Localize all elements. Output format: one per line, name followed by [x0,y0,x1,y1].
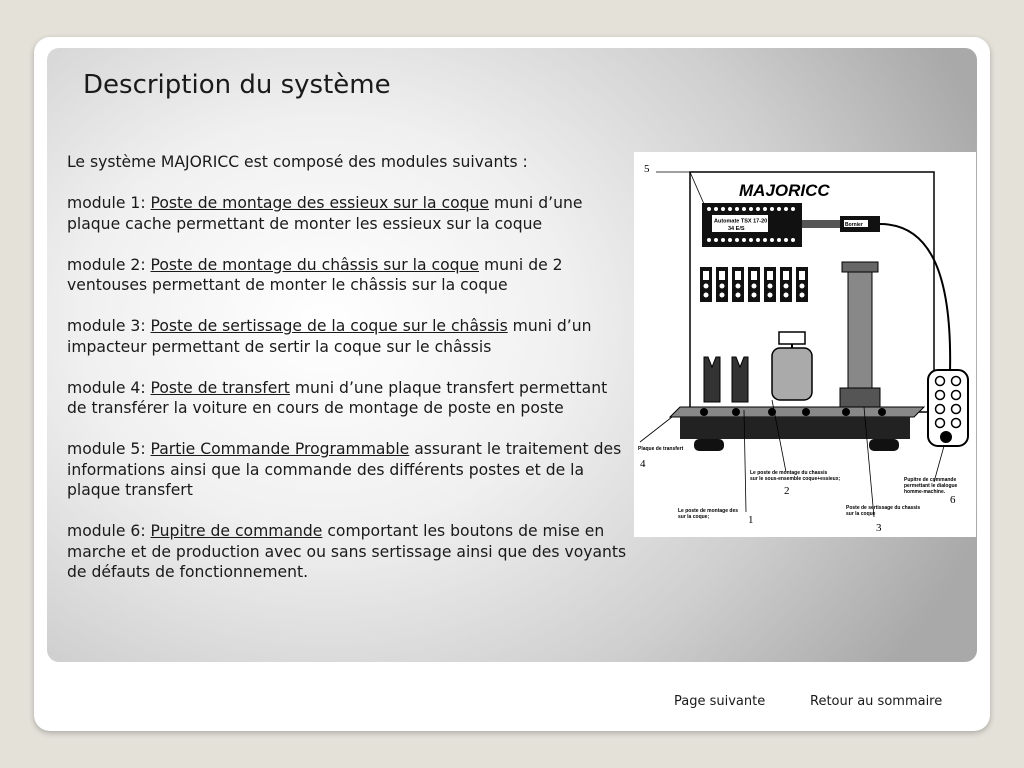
module-5-item: module 5: Partie Commande Programmable assurant le traitement des informations ainsi que la commande des différents postes et de la plaque transfert [67,440,622,499]
terminal-label: Bornier [845,222,863,228]
module-4-link[interactable]: Poste de transfert [150,378,290,397]
callout-desk-line1: Pupitre de commande [904,477,957,483]
base-foot-right [869,439,899,451]
callout-chassis-station-line1: Le poste de montage du chassis [750,470,828,476]
module-5-link[interactable]: Partie Commande Programmable [150,440,410,458]
crimp-column [848,272,872,390]
plc-label-line2: 34 E/S [728,226,745,232]
crimp-column-base [840,388,880,408]
callout-chassis-station-line2: sur le sous-ensemble coque+essieux; [750,476,841,482]
intro-text: Le système MAJORICC est composé des modules suivants : [67,153,528,171]
module-description-text [67,152,627,603]
callout-number-3: 3 [876,522,882,534]
callout-crimp-station-line1: Poste de sertissage du chassis [846,505,921,511]
callout-axle-station-line2: sur la coque; [678,514,710,520]
back-to-summary-link[interactable]: Retour au sommaire [810,694,943,709]
plc-cable [802,220,840,228]
transfer-rail [680,417,910,439]
callout-number-2: 2 [784,485,790,497]
callout-number-6: 6 [950,494,956,506]
next-page-link[interactable]: Page suivante [674,694,766,709]
callout-desk-line2: permettant le dialogue [904,483,958,489]
chassis-station-cap [779,332,805,344]
module-6-link[interactable]: Pupitre de commande [150,522,323,540]
majoricc-system-diagram [634,152,976,537]
callout-transfer-plate: Plaque de transfert [638,446,684,452]
brand-label: MAJORICC [739,181,830,200]
module-2-link[interactable]: Poste de montage du châssis sur la coque [150,255,480,274]
module-4-item: module 4: Poste de transfert muni d’une plaque transfert permettant de transférer la voiture en cours de montage de poste en poste [67,378,608,417]
module-1-item: module 1: Poste de montage des essieux sur la coque muni d’une plaque cache permettant de monter les essieux sur la coque [67,194,583,233]
base-foot-left [694,439,724,451]
module-3-item: module 3: Poste de sertissage de la coque sur le châssis muni d’un impacteur permettant de sertir la coque sur le châssis [67,317,592,356]
module-1-link[interactable]: Poste de montage des essieux sur la coque [150,194,490,212]
callout-number-5: 5 [644,163,650,175]
emergency-stop-button [940,431,952,443]
callout-axle-station-line1: Le poste de montage des [678,508,739,514]
chassis-station-body [772,348,812,400]
crimp-column-top [842,262,878,272]
page-title: Description du système [83,70,391,100]
callout-crimp-station-line2: sur la coque [846,511,876,517]
module-6-item: module 6: Pupitre de commande comportant les boutons de mise en marche et de production avec ou sans sertissage ainsi que des voyants de défauts de fonctionnement. [67,522,627,581]
callout-desk-line3: homme-machine. [904,489,946,495]
module-3-link[interactable]: Poste de sertissage de la coque sur le châssis [150,317,508,335]
plc-label-line1: Automate TSX 17-20 [714,218,768,225]
callout-number-1: 1 [748,514,754,526]
module-2-item: module 2: Poste de montage du châssis sur la coque muni de 2 ventouses permettant de monter le châssis sur la coque [67,255,563,294]
callout-number-4: 4 [640,458,646,470]
